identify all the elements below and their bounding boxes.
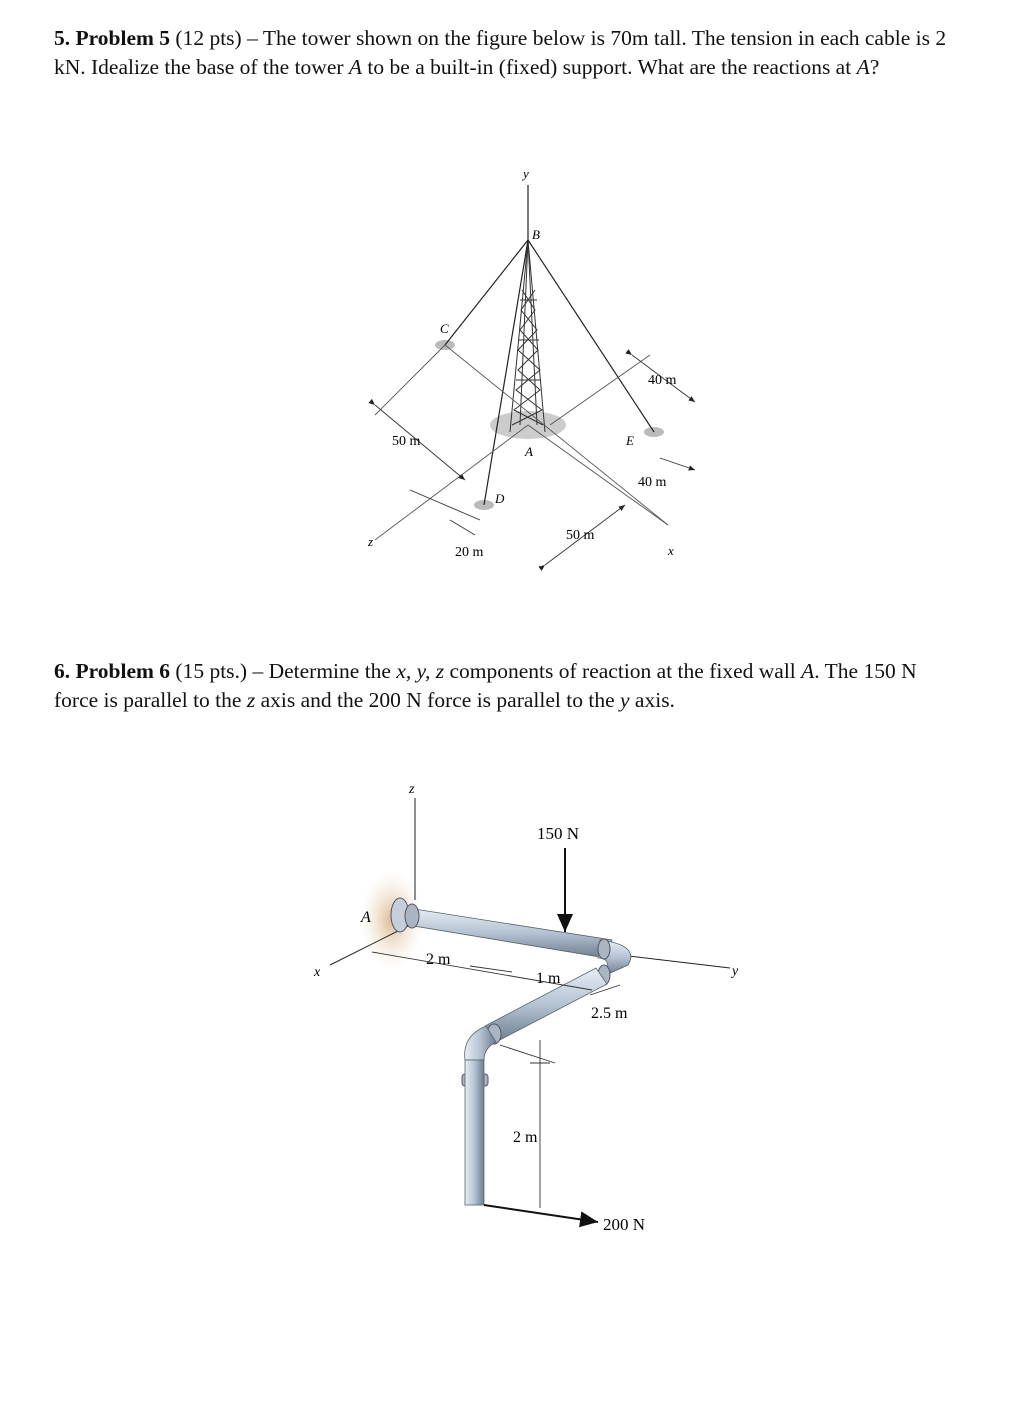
- dim-2m-top: 2 m: [426, 951, 451, 968]
- cable-be: [528, 240, 654, 432]
- pipe-figure: [0, 770, 1024, 1250]
- point-c-label: C: [440, 321, 449, 336]
- y-axis-line: [620, 955, 730, 968]
- ground-line-c: [375, 345, 445, 415]
- pipe-x-axis-label: x: [314, 965, 321, 980]
- problem-6-var-z: z: [246, 688, 256, 712]
- force-200n-label: 200 N: [603, 1215, 646, 1234]
- dim-50m-left: 50 m: [392, 434, 421, 449]
- tower-z-axis-label: z: [368, 534, 374, 549]
- pipe-y-axis-label: y: [732, 964, 739, 979]
- dim-50m-bottom: 50 m: [566, 528, 595, 543]
- ground-line-ce: [445, 345, 668, 525]
- problem-6-body-1: (15 pts.) – Determine the: [170, 659, 397, 683]
- dim-1m: 1 m: [536, 970, 561, 987]
- problem-5-body-3: ?: [869, 55, 880, 79]
- problem-6-body-5: axis.: [629, 688, 675, 712]
- problem-6-body-2: components of reaction at the fixed wall: [444, 659, 802, 683]
- point-a-label: A: [361, 909, 371, 926]
- point-e-label: E: [626, 433, 634, 448]
- problem-5-var-a-2: A: [856, 55, 870, 79]
- problem-5-body-1: (12 pts) – The tower shown on the figure below is 70m tall. The tension in each cable is 2 kN. Idealize the base of the tower: [54, 26, 947, 79]
- problem-6-vars: x, y, z: [396, 659, 445, 683]
- pipe-segment-3: [465, 1060, 484, 1205]
- tower-y-axis-label: y: [523, 166, 529, 181]
- problem-5-heading: 5. Problem 5: [54, 26, 171, 50]
- force-200n-arrow: [484, 1205, 598, 1222]
- problem-6-body-3: . The 150 N force is parallel to the: [54, 659, 917, 712]
- tower-x-axis-label: x: [668, 543, 674, 558]
- dim-2m-vertical: 2 m: [513, 1129, 538, 1146]
- problem-6-body-4: axis and the 200 N force is parallel to the: [255, 688, 620, 712]
- problem-6-heading: 6. Problem 6: [54, 659, 171, 683]
- problem-6-var-y: y: [620, 688, 630, 712]
- problem-5-var-a: A: [348, 55, 363, 79]
- dim-40m-top: 40 m: [648, 373, 677, 388]
- problem-5-text: [54, 24, 954, 82]
- tower-figure: [0, 160, 1024, 590]
- problem-6-text: [54, 657, 954, 715]
- point-a-label: A: [525, 444, 533, 459]
- dim-40m-right: 40 m: [638, 475, 667, 490]
- problem-6-var-a: A: [801, 659, 815, 683]
- point-d-label: D: [495, 491, 505, 506]
- tower: [510, 240, 545, 432]
- dim-20m: 20 m: [455, 545, 484, 560]
- cable-bc: [445, 240, 528, 345]
- pipe-flange-a: [405, 904, 419, 928]
- ground-line-e: [550, 355, 650, 425]
- pipe-z-axis-label: z: [409, 782, 415, 797]
- dim-2-5m: 2.5 m: [591, 1005, 628, 1022]
- problem-5-body-2: to be a built-in (fixed) support. What are the reactions at: [362, 55, 857, 79]
- flange-elbow-1: [598, 939, 610, 959]
- point-b-label: B: [532, 227, 540, 242]
- force-150n-label: 150 N: [537, 824, 580, 843]
